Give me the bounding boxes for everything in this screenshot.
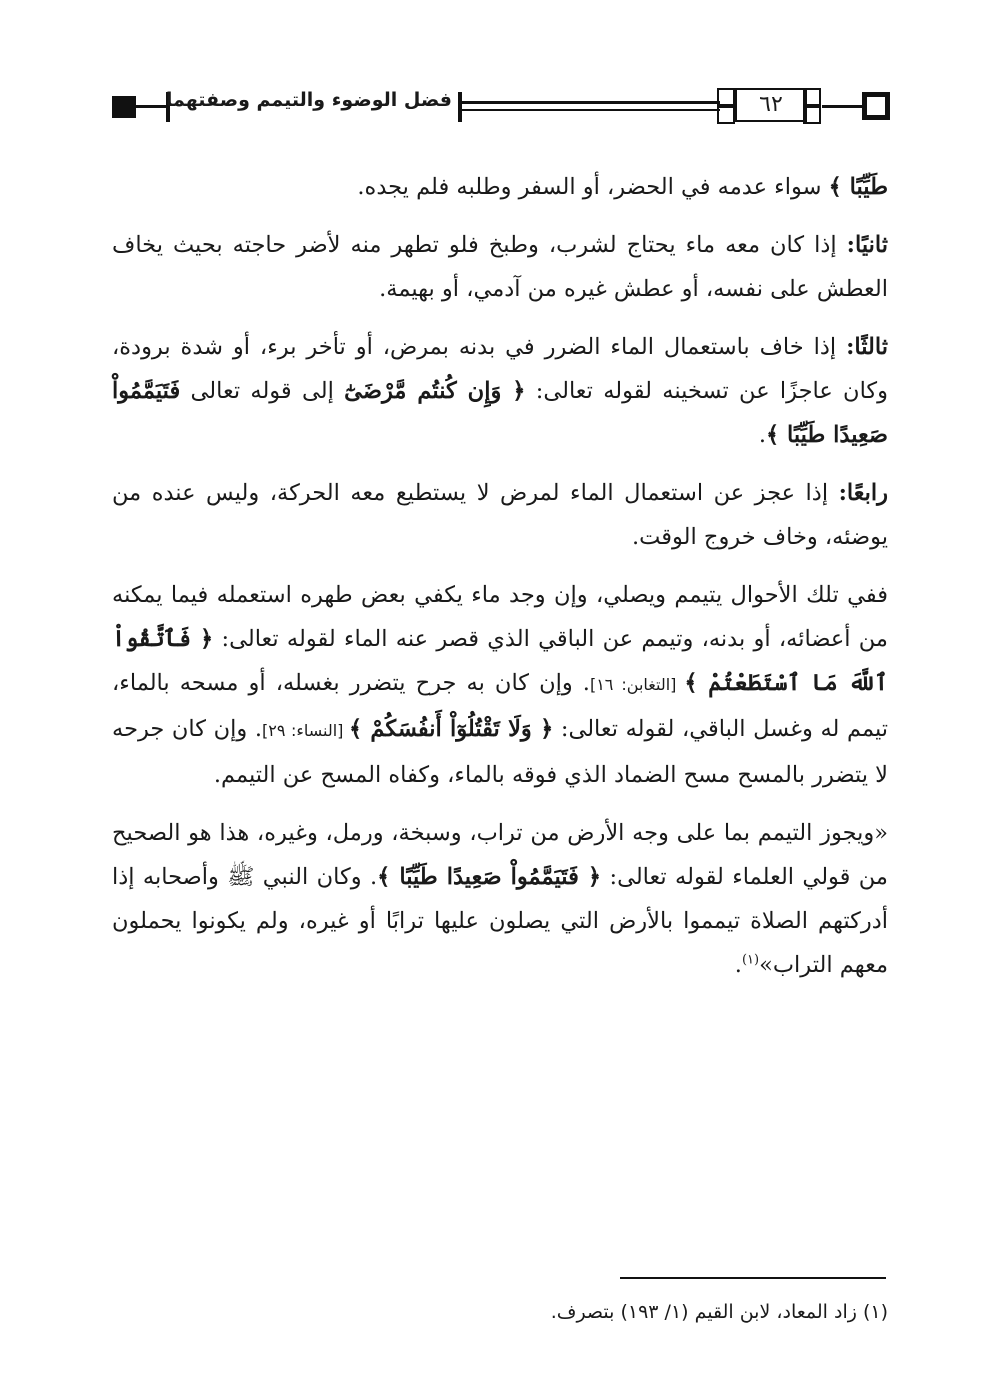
page-number-frame bbox=[717, 88, 822, 122]
paragraph bbox=[112, 325, 888, 457]
header-double-rule-bottom bbox=[462, 109, 720, 111]
paragraph bbox=[112, 811, 888, 987]
quran-verse: ﴿ وَلَا تَقْتُلُوٓاْ أَنفُسَكُمْ ﴾ bbox=[348, 716, 554, 742]
paragraph-lead-label: رابعًا: bbox=[838, 480, 888, 506]
quran-verse: ﴿ وَإِن كُنتُم مَّرْضَىٰٓ bbox=[344, 378, 526, 404]
header-end-square-right bbox=[862, 92, 890, 120]
footnote-marker: (١) bbox=[741, 952, 760, 968]
paragraph-lead-label: ثالثًا: bbox=[846, 334, 888, 360]
quran-verse: ﴿ فَتَيَمَّمُواْ صَعِيدًا طَيِّبًا ﴾ bbox=[377, 864, 602, 890]
paragraph-text: سواء عدمه في الحضر، أو السفر وطلبه فلم يجده. bbox=[357, 174, 829, 200]
quran-verse: طَيِّبًا ﴾ bbox=[828, 174, 888, 200]
paragraph bbox=[112, 223, 888, 311]
paragraph-text: . وكان النبي ﷺ وأصحابه إذا أدركتهم الصلاة تيمموا بالأرض التي يصلون عليها ترابًا أو غيره، ولم يكونوا يحملون معهم التراب» bbox=[112, 864, 888, 978]
header-rule-right bbox=[822, 105, 862, 108]
paragraph-text: إذا عجز عن استعمال الماء لمرض لا يستطيع معه الحركة، وليس عنده من يوضئه، وخاف خروج الوقت. bbox=[112, 480, 888, 550]
header-rule-left-short bbox=[136, 105, 166, 108]
verse-reference: [التغابن: ١٦] bbox=[589, 675, 685, 694]
paragraph bbox=[112, 573, 888, 797]
page-header bbox=[112, 84, 892, 126]
paragraph-text: . bbox=[758, 422, 766, 448]
header-bar-right-of-title bbox=[458, 92, 462, 122]
paragraph bbox=[112, 165, 888, 209]
paragraph-text: «ويجوز التيمم بما على وجه الأرض من تراب، وسبخة، ورمل، وغيره، هذا هو الصحيح من قولي العلماء لقوله تعالى: bbox=[112, 820, 888, 890]
quran-verse: فَتَيَمَّمُواْ صَعِيدًا طَيِّبًا ﴾ bbox=[112, 378, 888, 448]
page-number: ٦٢ bbox=[735, 88, 807, 122]
paragraph-text: إذا خاف باستعمال الماء الضرر في بدنه بمرض، أو تأخر برء، أو شدة برودة، وكان عاجزًا عن تسخينه لقوله تعالى: bbox=[112, 334, 889, 404]
paragraph-text: ففي تلك الأحوال يتيمم ويصلي، وإن وجد ماء يكفي بعض طهره استعمله فيما يمكنه من أعضائه، أو بدنه، وتيمم عن الباقي الذي قصر عنه الماء لقوله تعالى: bbox=[112, 582, 888, 652]
header-double-rule-top bbox=[462, 101, 720, 104]
paragraph-text: . وإن كان به جرح يتضرر بغسله، أو مسحه بالماء، تيمم له وغسل الباقي، لقوله تعالى: bbox=[112, 670, 889, 742]
footnote: (١) زاد المعاد، لابن القيم (١/ ١٩٣) بتصرف. bbox=[550, 1301, 888, 1323]
quran-verse: ﴿ فَٱتَّقُواْ ٱللَّهَ مَا ٱسْتَطَعْتُمْ ﴾ bbox=[112, 626, 888, 696]
page-body bbox=[112, 165, 888, 1001]
ornament-corner bbox=[717, 106, 735, 124]
paragraph-text: . وإن كان جرحه لا يتضرر بالمسح مسح الضماد الذي فوقه بالماء، وكفاه المسح عن التيمم. bbox=[112, 716, 888, 788]
footnote-separator bbox=[620, 1277, 886, 1279]
paragraph-text: إذا كان معه ماء يحتاج لشرب، وطبخ فلو تطهر منه لأضر حاجته بحيث يخاف العطش على نفسه، أو عطش غيره من آدمي، أو بهيمة. bbox=[112, 232, 888, 302]
paragraph-text: إلى قوله تعالى bbox=[180, 378, 345, 404]
verse-reference: [النساء: ٢٩] bbox=[261, 721, 349, 740]
header-end-square-left bbox=[112, 96, 136, 118]
paragraph-lead-label: ثانيًا: bbox=[846, 232, 888, 258]
paragraph-text: . bbox=[734, 952, 742, 978]
ornament-corner bbox=[717, 88, 735, 106]
paragraph bbox=[112, 471, 888, 559]
header-title: فضل الوضوء والتيمم وصفتهما bbox=[165, 89, 452, 111]
